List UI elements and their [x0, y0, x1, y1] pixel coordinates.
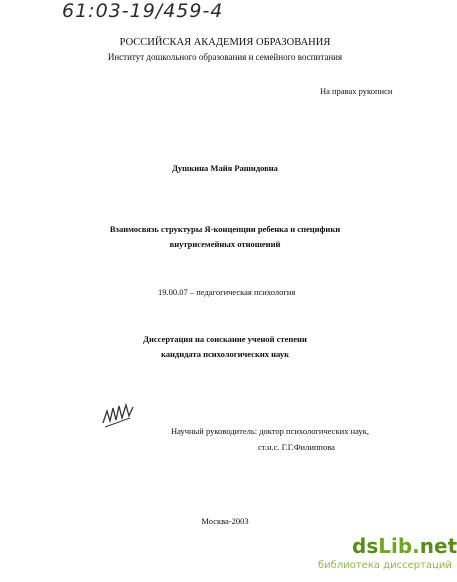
watermark-brand-lib: Lib: [378, 534, 413, 558]
organization-name: РОССИЙСКАЯ АКАДЕМИЯ ОБРАЗОВАНИЯ: [119, 37, 331, 48]
signature-mark: [100, 398, 136, 430]
watermark-brand-ds: ds: [352, 534, 379, 558]
degree-line-1: Диссертация на соискание ученой степени: [143, 334, 307, 344]
specialty-code: 19.00.07 – педагогическая психология: [158, 287, 296, 297]
city-year: Москва-2003: [201, 516, 249, 526]
author-name: Душкина Майя Рашидовна: [172, 163, 278, 173]
watermark-brand-tld: net: [419, 534, 457, 558]
thesis-title-line-1: Взаимосвязь структуры Я-концепции ребенка и специфики: [109, 224, 341, 234]
watermark-tagline: библиотека диссертаций: [318, 560, 452, 571]
supervisor-line-2: ст.н.с. Г.Г.Филиппова: [258, 442, 335, 452]
rights-note: На правах рукописи: [320, 86, 393, 96]
dslib-watermark-logo: [352, 534, 457, 558]
institute-name: Институт дошкольного образования и семейного воспитания: [107, 52, 343, 62]
watermark-brand-dot: .: [412, 534, 420, 558]
handwritten-catalog-code: 61:03-19/459-4: [62, 0, 224, 22]
supervisor-line-1: Научный руководитель: доктор психологических наук,: [171, 426, 369, 436]
thesis-title-line-2: внутрисемейных отношений: [169, 239, 281, 249]
degree-line-2: кандидата психологических наук: [161, 349, 289, 359]
